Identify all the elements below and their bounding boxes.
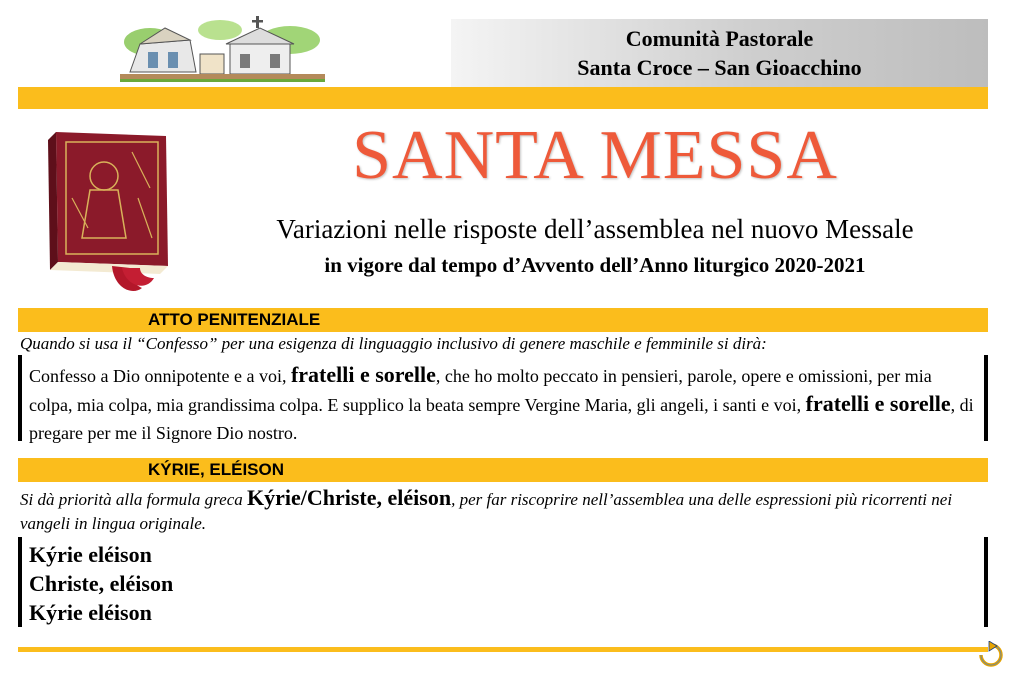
parish-names: Santa Croce – San Gioacchino xyxy=(577,55,862,80)
kyrie-note-part-2: , per far riscoprire nell’assemblea una delle espressioni più ricorrenti nei vangeli in lingua originale. xyxy=(20,490,953,533)
bottom-band xyxy=(18,647,988,652)
kyrie-note-part-1: Si dà priorità alla formula greca xyxy=(20,490,247,509)
confesso-bold-1: fratelli e sorelle xyxy=(290,362,436,387)
penitential-note: Quando si usa il “Confesso” per una esigenza di linguaggio inclusivo di genere maschile e femminile si dirà: xyxy=(20,334,767,353)
community-name: Comunità Pastorale xyxy=(625,26,814,51)
kyrie-litany xyxy=(18,537,988,627)
missal-book-icon xyxy=(42,128,180,298)
penitential-heading: ATTO PENITENZIALE xyxy=(18,308,988,332)
confesso-text xyxy=(18,355,988,441)
page-title: SANTA MESSA xyxy=(352,117,838,194)
page-subtitle: Variazioni nelle risposte dell’assemblea nel nuovo Messale xyxy=(276,214,914,244)
kyrie-note xyxy=(20,486,980,536)
kyrie-line: Kýrie eléison xyxy=(29,542,152,567)
top-band xyxy=(18,87,988,109)
validity-note: in vigore dal tempo d’Avvento dell’Anno liturgico 2020-2021 xyxy=(324,253,866,277)
kyrie-note-bold: Kýrie/Christe, eléison xyxy=(247,485,452,510)
kyrie-line: Kýrie eléison xyxy=(29,600,152,625)
confesso-part-1: Confesso a Dio onnipotente e a voi, xyxy=(29,366,291,386)
confesso-part-2: , che ho molto peccato in pensieri, parole, opere e omissioni, per mia colpa, mia colpa, mia grandissima colpa. E supplico la beata sempre Vergine Maria, gli angeli, i santi e voi, xyxy=(29,366,932,415)
christe-line: Christe, eléison xyxy=(29,571,174,596)
confesso-bold-2: fratelli e sorelle xyxy=(805,391,951,416)
community-header xyxy=(451,19,988,87)
kyrie-heading: KÝRIE, ELÉISON xyxy=(18,458,988,482)
confesso-part-3: , di pregare per me il Signore Dio nostro. xyxy=(29,395,974,443)
refresh-arrow-icon[interactable] xyxy=(975,641,1007,669)
church-logo-icon xyxy=(120,14,325,86)
